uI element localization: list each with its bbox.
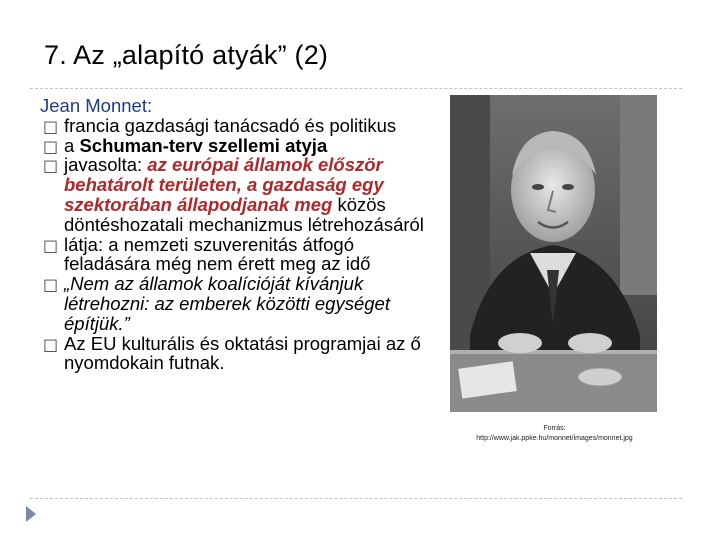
bullet-item xyxy=(40,235,435,275)
bullet-item xyxy=(40,136,435,156)
bullet-text: a xyxy=(64,134,80,156)
bullet-list xyxy=(40,96,435,373)
bullet-item xyxy=(40,155,435,234)
bullet-text: javasolta: xyxy=(64,154,148,176)
top-divider xyxy=(30,88,682,89)
nav-arrow-shape xyxy=(26,506,36,522)
bullet-text: francia gazdasági tanácsadó és politikus xyxy=(64,114,397,136)
portrait-photo xyxy=(450,95,657,412)
slide-title: 7. Az „alapító atyák” (2) xyxy=(44,40,329,70)
bottom-divider xyxy=(30,498,682,499)
credit-url: http://www.jak.ppke.hu/monnet/images/monnet.jpg xyxy=(476,435,633,442)
credit-label: Forrás: xyxy=(543,425,566,432)
checkbox-square-icon: □ xyxy=(43,116,59,136)
bullet-item xyxy=(40,116,435,136)
bullet-emphasis-text: az európai államok először behatárolt területen, a gazdaság egy szektorában állapodjanak meg xyxy=(64,154,384,215)
bullet-item xyxy=(40,274,435,333)
checkbox-square-icon: □ xyxy=(43,235,59,255)
bullet-quote-text: „Nem az államok koalícióját kívánjuk létrehozni: az emberek közötti egységet építjük.” xyxy=(64,273,390,334)
bullet-text: Az EU kulturális és oktatási programjai az ő nyomdokain futnak. xyxy=(64,332,421,374)
checkbox-square-icon: □ xyxy=(43,275,59,295)
checkbox-square-icon: □ xyxy=(43,136,59,156)
portrait-illustration xyxy=(450,95,657,412)
bullet-bold-text: Schuman-terv szellemi atyja xyxy=(79,134,328,156)
bullet-text: látja: a nemzeti szuverenitás átfogó feladására még nem érett meg az idő xyxy=(64,233,371,275)
bullet-item xyxy=(40,334,435,374)
triangle-right-icon[interactable] xyxy=(26,506,36,527)
bullet-text: közös döntéshozatali mechanizmus létrehozásáról xyxy=(64,193,424,235)
image-credit xyxy=(452,424,657,444)
checkbox-square-icon: □ xyxy=(43,334,59,354)
checkbox-square-icon: □ xyxy=(43,156,59,176)
person-heading: Jean Monnet: xyxy=(40,95,153,116)
